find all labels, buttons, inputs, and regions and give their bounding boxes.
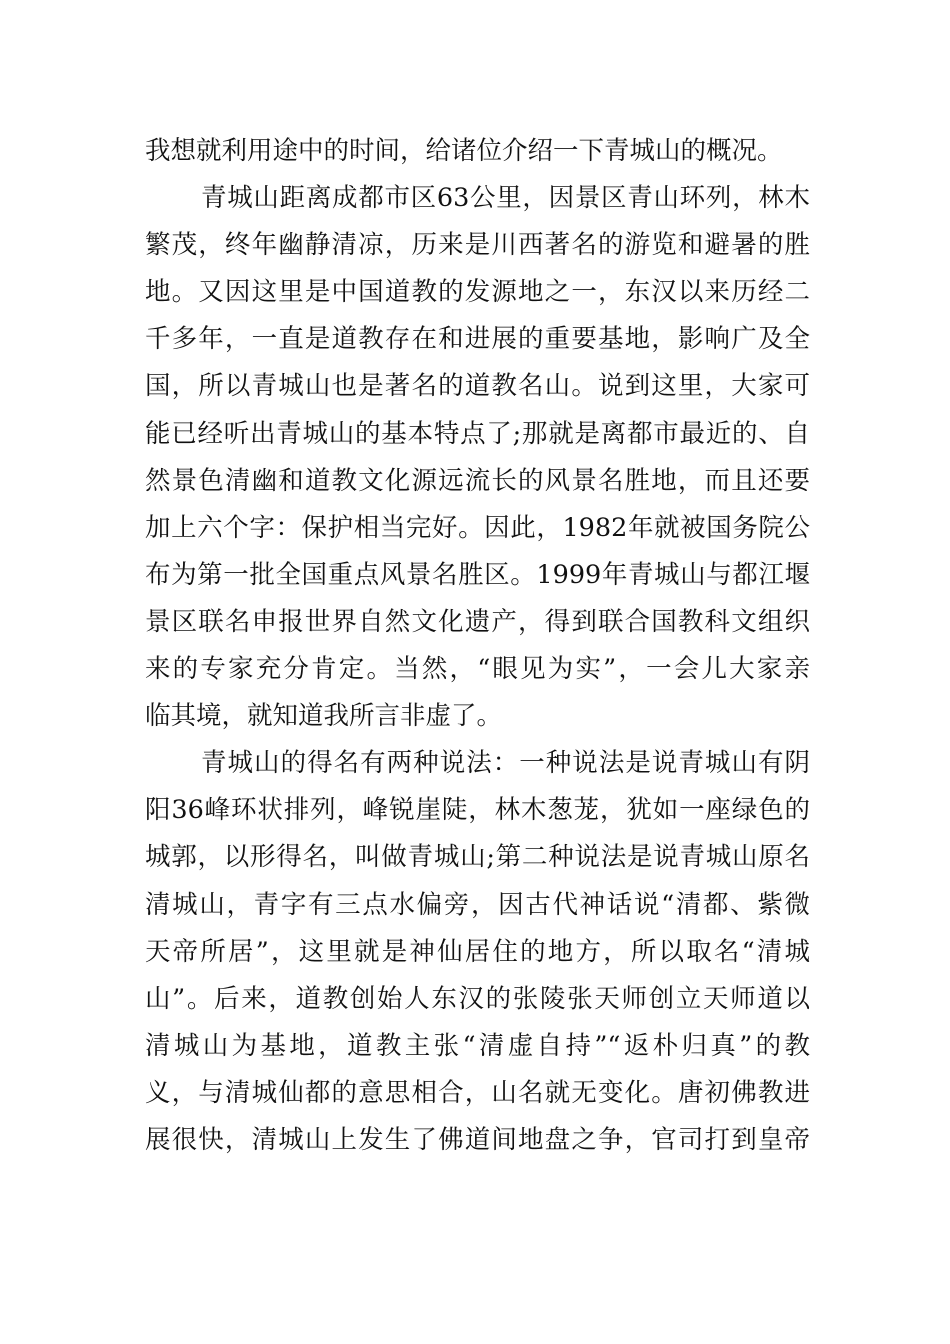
paragraph-line: 青城山的得名有两种说法：一种说法是说青城山有阴 [201, 748, 810, 779]
paragraph-line: 加上六个字：保护相当完好。因此，1982年就被国务院公 [145, 512, 810, 543]
paragraph-line: 布为第一批全国重点风景名胜区。1999年青城山与都江堰 [145, 559, 810, 590]
paragraph-line: 景区联名申报世界自然文化遗产，得到联合国教科文组织 [145, 606, 810, 637]
paragraph-line: 地。又因这里是中国道教的发源地之一，东汉以来历经二 [145, 277, 810, 308]
paragraph-line: 清城山为基地，道教主张“清虚自持”“返朴归真”的教 [145, 1030, 810, 1061]
paragraph-line: 然景色清幽和道教文化源远流长的风景名胜地，而且还要 [145, 465, 810, 496]
paragraph-line: 千多年，一直是道教存在和进展的重要基地，影响广及全 [145, 324, 810, 355]
paragraph-line: 城郭，以形得名，叫做青城山;第二种说法是说青城山原名 [145, 842, 810, 873]
paragraph-line: 临其境，就知道我所言非虚了。 [145, 701, 503, 732]
paragraph-line: 天帝所居”，这里就是神仙居住的地方，所以取名“清城 [145, 936, 810, 967]
paragraph-line: 来的专家充分肯定。当然，“眼见为实”，一会儿大家亲 [145, 654, 810, 685]
paragraph-line: 繁茂，终年幽静清凉，历来是川西著名的游览和避暑的胜 [145, 230, 810, 261]
paragraph-line: 阳36峰环状排列，峰锐崖陡，林木葱茏，犹如一座绿色的 [145, 795, 810, 826]
paragraph-line: 我想就利用途中的时间，给诸位介绍一下青城山的概况。 [145, 136, 783, 166]
paragraph-line: 山”。后来，道教创始人东汉的张陵张天师创立天师道以 [145, 983, 810, 1014]
paragraph-line: 国，所以青城山也是著名的道教名山。说到这里，大家可 [145, 371, 810, 402]
paragraph-line: 义，与清城仙都的意思相合，山名就无变化。唐初佛教进 [145, 1077, 810, 1108]
paragraph-line: 青城山距离成都市区63公里，因景区青山环列，林木 [201, 183, 810, 214]
paragraph-line: 展很快，清城山上发生了佛道间地盘之争，官司打到皇帝 [145, 1124, 810, 1155]
paragraph-line: 能已经听出青城山的基本特点了;那就是离都市最近的、自 [145, 418, 810, 449]
paragraph-line: 清城山，青字有三点水偏旁，因古代神话说“清都、紫微 [145, 889, 810, 920]
body-text [145, 128, 810, 1164]
